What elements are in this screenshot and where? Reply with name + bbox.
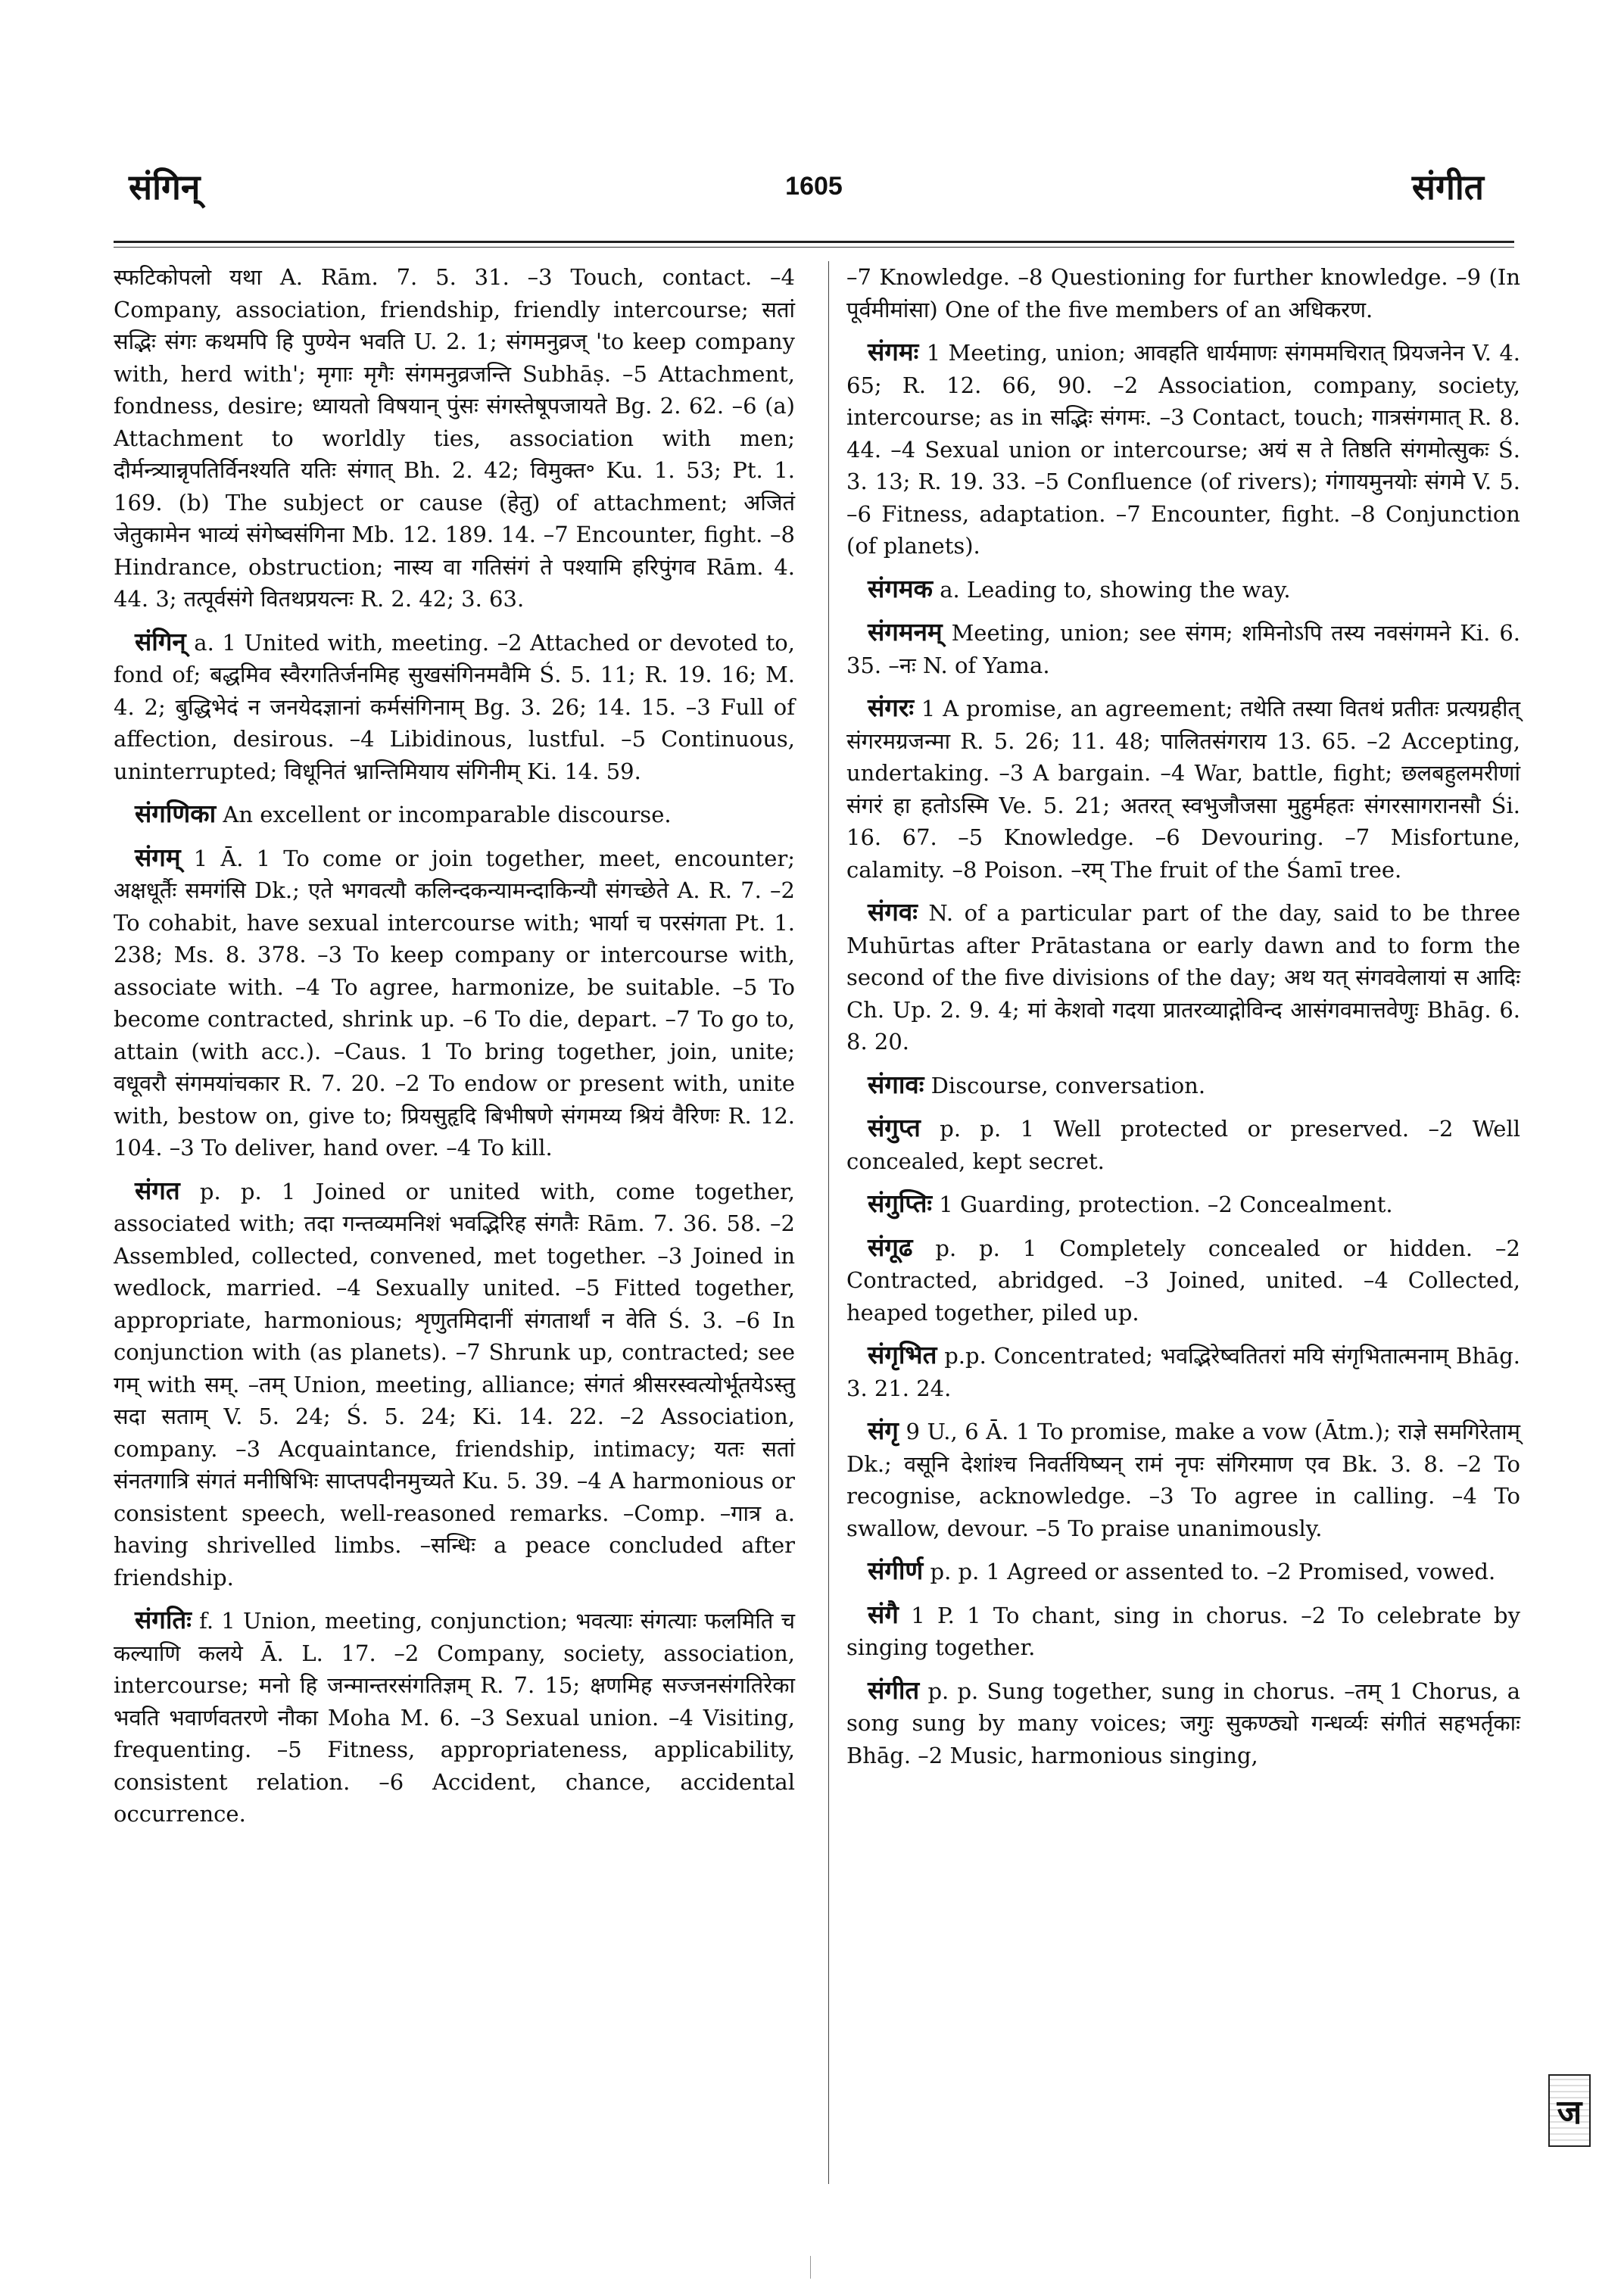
dictionary-entry <box>846 1069 1520 1102</box>
headword: संगत <box>135 1175 180 1205</box>
headword: संगतिः <box>135 1605 192 1634</box>
entry-definition: Meeting, union; see संगम; शमिनोऽपि तस्य नवसंगमने Ki. 6. 35. –नः N. of Yama. <box>846 620 1520 678</box>
header-rule-thin <box>114 247 1514 248</box>
headword: संगुप्तिः <box>868 1189 933 1218</box>
dictionary-entry <box>846 261 1520 326</box>
headword: संगूढ <box>868 1232 913 1262</box>
headword: संगमनम् <box>868 617 943 646</box>
entry-definition: p. p. 1 Joined or united with, come together, associated with; तदा गन्तव्यमनिशं भवद्भिरिह संगतैः Rām. 7. 36. 58. –2 Assembled, collected, convened, met together. –3 Joined in wedlock, married. –4 Sexually united. –5 Fitted together, appropriate, harmonious; शृणुतमिदानीं संगतार्थां न वेति Ś. 3. –6 In conjunction with (as planets). –7 Shrunk up, contracted; see गम् with सम्. –तम् Union, meeting, alliance; संगतं श्रीसरस्वत्योर्भूतयेऽस्तु सदा सताम् V. 5. 24; Ś. 5. 24; Ki. 14. 22. –2 Association, company. –3 Acquaintance, friendship, intimacy; यतः सतां संनतगात्रि संगतं मनीषिभिः साप्तपदीनमुच्यते Ku. 5. 39. –4 A harmonious or consistent speech, well-reasoned remarks. –Comp. –गात्र a. having shrivelled limbs. –सन्धिः a peace concluded after friendship. <box>114 1178 796 1590</box>
entry-definition: 1 Guarding, protection. –2 Concealment. <box>939 1192 1393 1217</box>
column-divider <box>828 261 829 2184</box>
entry-definition: 9 U., 6 Ā. 1 To promise, make a vow (Ātm.); राज्ञे समगिरेताम् Dk.; वसूनि देशांश्च निवर्तयिष्यन् रामं नृपः संगिरमाण एव Bk. 3. 8. –2 To recognise, acknowledge. –3 To agree in calling. –4 To swallow, devour. –5 To praise unanimously. <box>846 1419 1520 1541</box>
entry-definition: 1 Ā. 1 To come or join together, meet, encounter; अक्षधूर्तैः समगंसि Dk.; एते भगवत्यौ कलिन्दकन्यामन्दाकिन्यौ संगच्छेते A. R. 7. –2 To cohabit, have sexual intercourse with; भार्या च परसंगता Pt. 1. 238; Ms. 8. 378. –3 To keep company or intercourse with, associate with. –4 To agree, harmonize, be suitable. –5 To become contracted, shrink up. –6 To die, depart. –7 To go to, attain (with acc.). –Caus. 1 To bring together, join, unite; वधूवरौ संगमयांचकार R. 7. 20. –2 To endow or present with, unite with, bestow on, give to; प्रियसुहृदि बिभीषणे संगमय्य श्रियं वैरिणः R. 12. 104. –3 To deliver, hand over. –4 To kill. <box>114 845 795 1161</box>
dictionary-entry <box>114 626 795 788</box>
headword: संगमक <box>868 573 933 603</box>
dictionary-entry <box>846 692 1520 886</box>
headword: संगै <box>868 1599 899 1629</box>
headword: संगीत <box>868 1675 920 1705</box>
dictionary-entry <box>114 798 795 831</box>
thumb-index-mark: ज <box>1548 2074 1591 2147</box>
dictionary-entry <box>846 1599 1520 1664</box>
entry-definition: a. 1 United with, meeting. –2 Attached or devoted to, fond of; बद्धमिव स्वैरगतिर्जनमिह सुखसंगिनमवैमि Ś. 5. 11; R. 19. 16; M. 4. 2; बुद्धिभेदं न जनयेदज्ञानां कर्मसंगिनाम् Bg. 3. 26; 14. 15. –3 Full of affection, desirous. –4 Libidinous, lustful. –5 Continuous, uninterrupted; विधूनितं भ्रान्तिमियाय संगिनीम् Ki. 14. 59. <box>114 629 795 784</box>
entry-definition: p. p. 1 Completely concealed or hidden. –2 Contracted, abridged. –3 Joined, united. –4 Collected, heaped together, piled up. <box>846 1235 1521 1326</box>
entry-definition: Discourse, conversation. <box>930 1072 1206 1098</box>
entry-definition: 1 A promise, an agreement; तथेति तस्या वितथं प्रतीतः प्रत्यग्रहीत् संगरमग्रजन्मा R. 5. 26; 11. 48; पालितसंगराय 13. 65. –2 Accepting, undertaking. –3 A bargain. –4 War, battle, fight; छलबहुलमरीणां संगरं हा हतोऽस्मि Ve. 5. 21; अतरत् स्वभुजौजसा मुहुर्महतः संगरसागरानसौ Śi. 16. 67. –5 Knowledge. –6 Devouring. –7 Misfortune, calamity. –8 Poison. –रम् The fruit of the Śamī tree. <box>846 696 1521 883</box>
headword: संगीर्ण <box>868 1556 924 1585</box>
entry-definition: An excellent or incomparable discourse. <box>223 802 672 827</box>
dictionary-entry <box>846 616 1520 681</box>
dictionary-entry <box>846 1232 1520 1329</box>
entry-definition: N. of a particular part of the day, said to be three Muhūrtas after Prātastana or early dawn and to form the second of the five divisions of the day; अथ यत् संगववेलायां स आदिः Ch. Up. 2. 9. 4; मां केशवो गदया प्रातरव्याद्गोविन्द आसंगवमात्तवेणुः Bhāg. 6. 8. 20. <box>846 900 1521 1055</box>
guide-word-right: संगीत <box>1411 167 1484 207</box>
guide-word-left: संगिन् <box>129 167 201 207</box>
headword: संगवः <box>868 897 918 927</box>
entry-definition: स्फटिकोपलो यथा A. Rām. 7. 5. 31. –3 Touch, contact. –4 Company, association, friendship, friendly intercourse; सतां सद्भिः संगः कथमपि हि पुण्येन भवति U. 2. 1; संगमनुव्रज् 'to keep company with, herd with'; मृगाः मृगैः संगमनुव्रजन्ति Subhāṣ. –5 Attachment, fondness, desire; ध्यायतो विषयान् पुंसः संगस्तेषूपजायते Bg. 2. 62. –6 (a) Attachment to worldly ties, association with men; दौर्मन्त्र्यान्नृपतिर्विनश्यति यतिः संगात् Bh. 2. 42; विमुक्त॰ Ku. 1. 53; Pt. 1. 169. (b) The subject or cause (हेतु) of attachment; अजितं जेतुकामेन भाव्यं संगेष्वसंगिना Mb. 12. 189. 14. –7 Encounter, fight. –8 Hindrance, obstruction; नास्य वा गतिसंगं ते पश्यामि हरिपुंगव Rām. 4. 44. 3; तत्पूर्वसंगे वितथप्रयत्नः R. 2. 42; 3. 63. <box>114 264 795 612</box>
headword: संगम् <box>135 842 181 872</box>
entry-definition: p. p. 1 Well protected or preserved. –2 Well concealed, kept secret. <box>846 1116 1520 1174</box>
entry-definition: a. Leading to, showing the way. <box>940 576 1291 603</box>
dictionary-entry <box>114 1175 795 1594</box>
dictionary-entry <box>846 336 1520 562</box>
headword: संगिन् <box>135 626 186 656</box>
entry-definition: p. p. 1 Agreed or assented to. –2 Promised, vowed. <box>930 1559 1496 1584</box>
dictionary-entry <box>846 1675 1520 1772</box>
page-number: 1605 <box>785 172 843 201</box>
headword: संगुप्त <box>868 1113 921 1142</box>
page-header <box>114 163 1514 231</box>
dictionary-entry <box>846 896 1520 1058</box>
dictionary-entry <box>846 1555 1520 1588</box>
dictionary-entry <box>846 1339 1520 1404</box>
left-column <box>114 261 795 1841</box>
dictionary-entry <box>846 1112 1520 1177</box>
entry-definition: –7 Knowledge. –8 Questioning for further knowledge. –9 (In पूर्वमीमांसा) One of the five members of an अधिकरण. <box>846 264 1520 322</box>
entry-definition: p. p. Sung together, sung in chorus. –तम् 1 Chorus, a song sung by many voices; जगुः सुकण्ठ्यो गन्धर्व्यः संगीतं सहभर्तृकाः Bhāg. –2 Music, harmonious singing, <box>846 1678 1520 1768</box>
entry-definition: 1 P. 1 To chant, sing in chorus. –2 To celebrate by singing together. <box>846 1602 1520 1660</box>
right-column <box>846 261 1520 1782</box>
entry-definition: f. 1 Union, meeting, conjunction; भवत्याः संगत्याः फलमिति च कल्याणि कलये Ā. L. 17. –2 Company, society, association, intercourse; मनो हि जन्मान्तरसंगतिज्ञम् R. 7. 15; क्षणमिह सज्जनसंगतिरेका भवति भवार्णवतरणे नौका Moha M. 6. –3 Sexual union. –4 Visiting, frequenting. –5 Fitness, appropriateness, applicability, consistent relation. –6 Accident, chance, accidental occurrence. <box>114 1608 795 1827</box>
entry-definition: p.p. Concentrated; भवद्भिरेष्वतितरां मयि संगृभितात्मनाम् Bhāg. 3. 21. 24. <box>846 1343 1521 1401</box>
entry-definition: 1 Meeting, union; आवहति धार्यमाणः संगममचिरात् प्रियजनेन V. 4. 65; R. 12. 66, 90. –2 Association, company, society, intercourse; as in सद्भिः संगमः. –3 Contact, touch; गात्रसंगमात् R. 8. 44. –4 Sexual union or intercourse; अयं स ते तिष्ठति संगमोत्सुकः Ś. 3. 13; R. 19. 33. –5 Confluence (of rivers); गंगायमुनयोः संगमे V. 5. –6 Fitness, adaptation. –7 Encounter, fight. –8 Conjunction (of planets). <box>846 340 1520 559</box>
headword: संगरः <box>868 693 915 722</box>
dictionary-entry <box>114 261 795 615</box>
header-rule-thick <box>114 241 1514 243</box>
dictionary-entry <box>846 1188 1520 1221</box>
dictionary-entry <box>114 1604 795 1830</box>
dictionary-entry <box>846 1415 1520 1544</box>
headword: संगृ <box>868 1416 899 1445</box>
headword: संगमः <box>868 337 919 366</box>
dictionary-entry <box>846 573 1520 606</box>
dictionary-entry <box>114 842 795 1164</box>
bottom-tick <box>810 2256 811 2279</box>
headword: संगावः <box>868 1069 924 1099</box>
headword: संगणिका <box>135 799 217 828</box>
headword: संगृभित <box>868 1340 937 1369</box>
